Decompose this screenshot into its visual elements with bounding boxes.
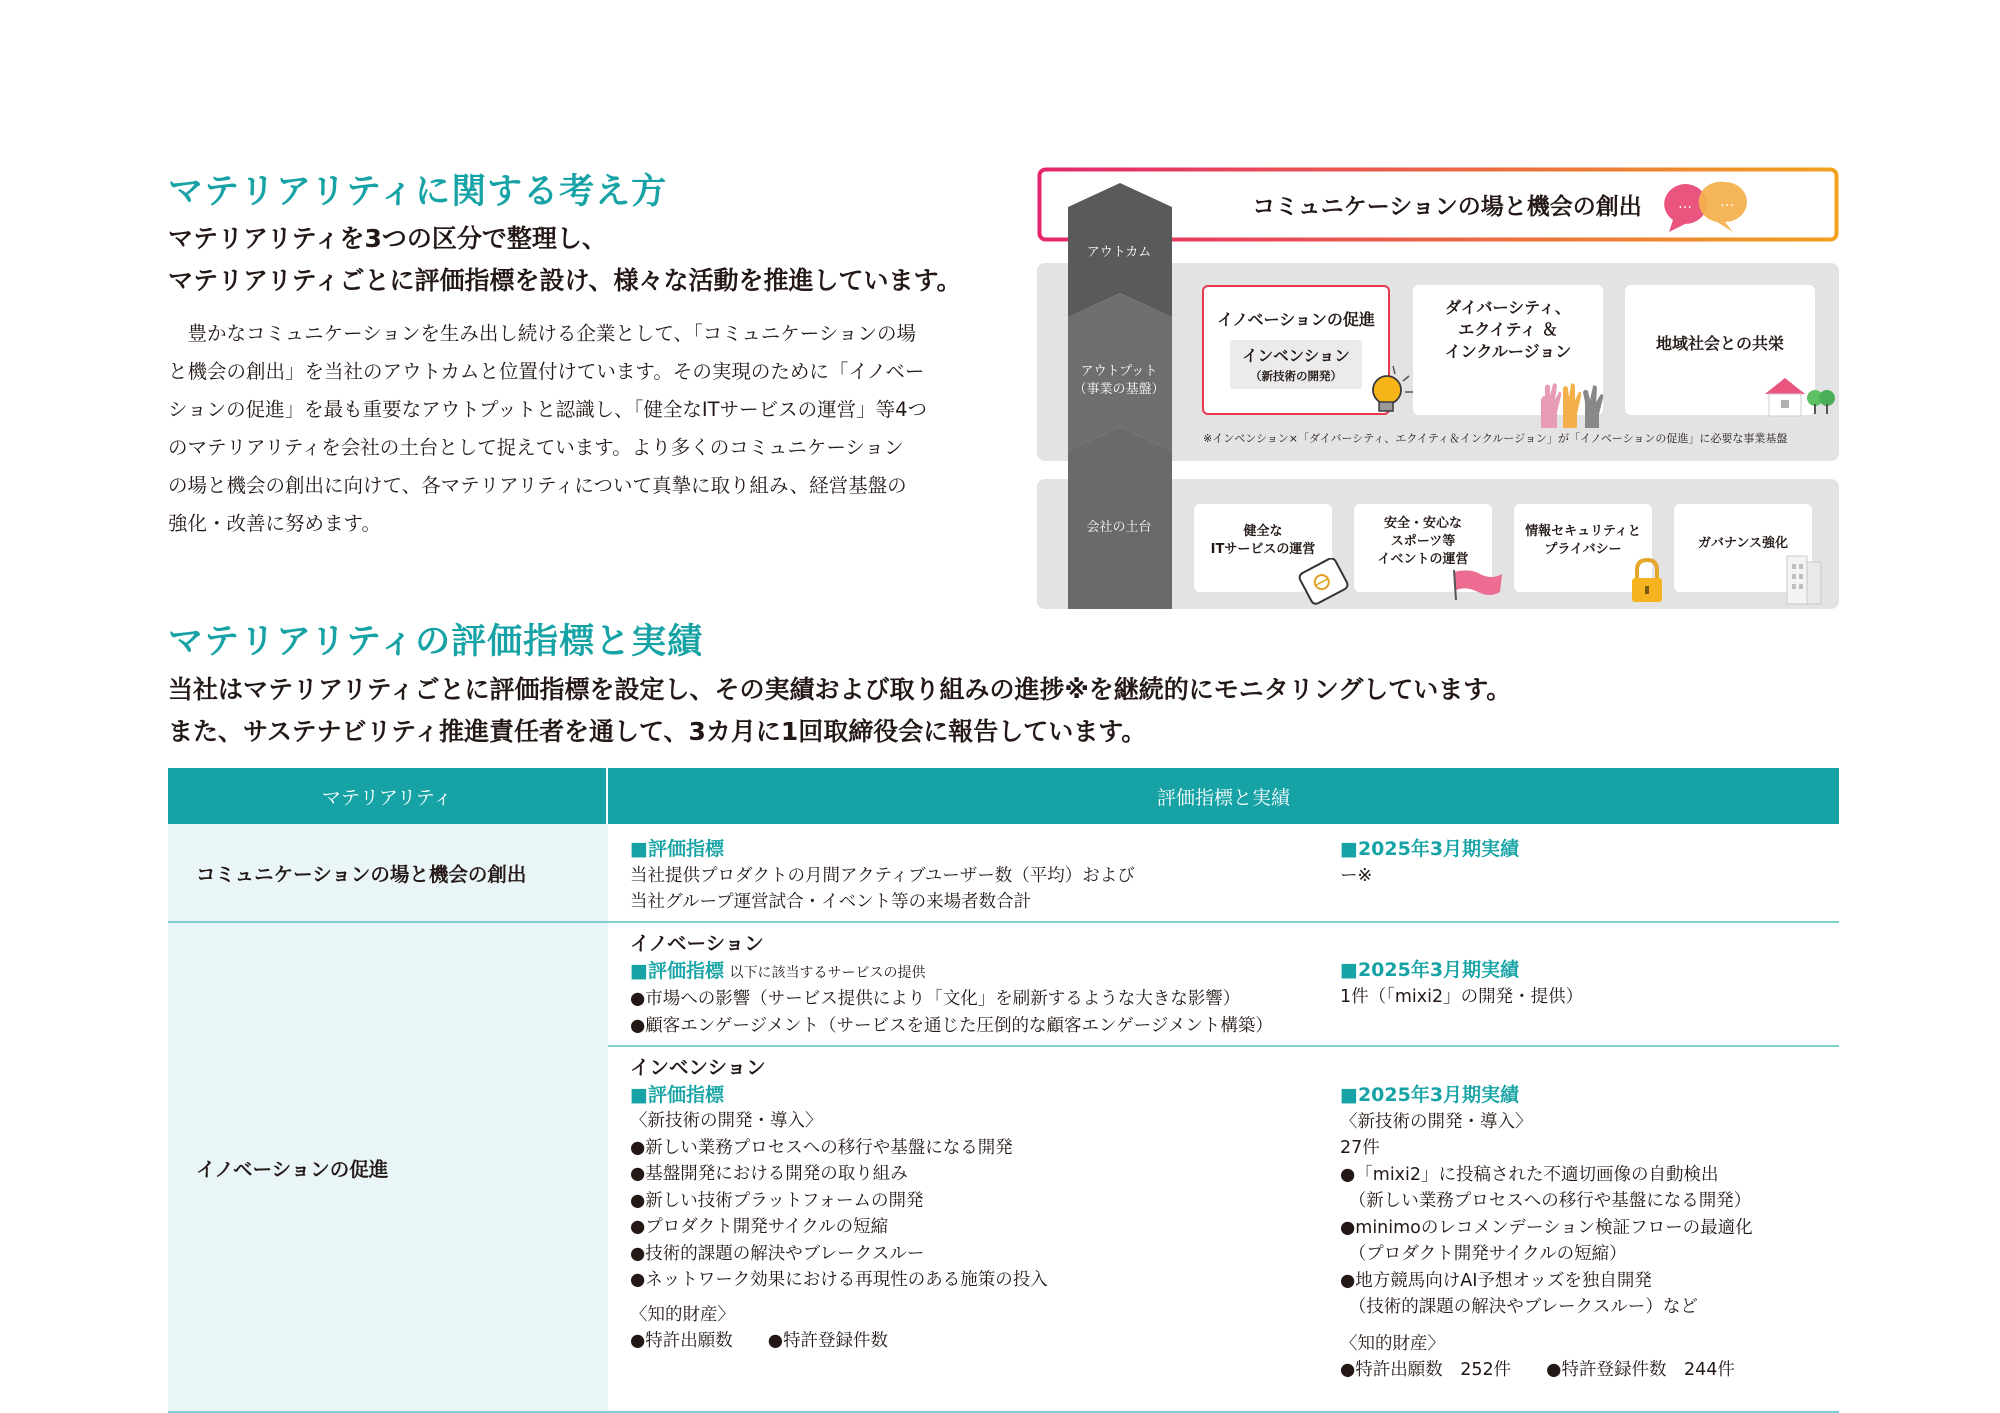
outcome-label: アウトカム — [1086, 245, 1152, 260]
dei-line-1: ダイバーシティ、 — [1445, 298, 1571, 317]
evaluation-subheading-1: 当社はマテリアリティごとに評価指標を設定し、その実績および取り組みの進捗※を継続的にモニタリングしています。 — [168, 675, 1512, 704]
foundation-it-line-1: 健全な — [1243, 524, 1283, 539]
row1-indicator-label: ■評価指標 — [630, 838, 724, 860]
svg-text:…: … — [1720, 194, 1734, 210]
invention-result-ip-items: ●特許出願数 252件 ●特許登録件数 244件 — [1340, 1360, 1735, 1380]
intro-subheading-2: マテリアリティごとに評価指標を設け、様々な活動を推進しています。 — [168, 266, 962, 295]
invention-indicator-line: ●技術的課題の解決やブレークスルー — [630, 1243, 925, 1264]
innovation-indicator-note: 以下に該当するサービスの提供 — [729, 964, 926, 981]
output-label: アウトプット — [1080, 364, 1158, 379]
output-label-sub: （事業の基盤） — [1073, 382, 1165, 397]
invention-box — [1230, 340, 1362, 389]
intro-body-line: のマテリアリティを会社の土台として捉えています。より多くのコミュニケーション — [168, 436, 904, 459]
subrow-divider — [608, 1045, 1839, 1047]
section-heading-evaluation: マテリアリティの評価指標と実績 — [168, 622, 704, 662]
speech-bubbles-icon — [1659, 178, 1759, 236]
invention-indicator — [630, 1055, 1048, 1355]
innovation-result-value: 1件（「mixi2」の開発・提供） — [1340, 986, 1584, 1007]
foundation-label: 会社の土台 — [1086, 520, 1152, 535]
table-header-indicators: 評価指標と実績 — [1156, 786, 1290, 809]
house-tree-icon — [1761, 370, 1837, 420]
invention-subtitle: （新技術の開発） — [1250, 369, 1342, 383]
row1-result-value: ー※ — [1340, 865, 1373, 886]
community-label: 地域社会との共栄 — [1655, 333, 1784, 353]
foundation-security-line-2: プライバシー — [1544, 542, 1622, 557]
row1-indicator-line: 当社提供プロダクトの月間アクティブユーザー数（平均）および — [630, 865, 1135, 886]
row1-materiality: コミュニケーションの場と機会の創出 — [168, 824, 608, 922]
intro-body — [168, 315, 968, 543]
intro-body-line: の場と機会の創出に向けて、各マテリアリティについて真摯に取り組み、経営基盤の — [168, 474, 907, 497]
intro-subheading-1: マテリアリティを3つの区分で整理し、 — [168, 224, 607, 253]
invention-result-line: 27件 — [1340, 1138, 1380, 1158]
table-header — [168, 768, 1839, 824]
invention-ip-items: ●特許出願数 ●特許登録件数 — [630, 1331, 889, 1351]
row1-indicator — [630, 836, 1135, 916]
output-footnote: ※インベンション×「ダイバーシティ、エクイティ＆インクルージョン」が「イノベーションの促進」に必要な事業基盤 — [1203, 432, 1788, 445]
innovation-indicator-line: ●市場への影響（サービス提供により「文化」を刷新するような大きな影響） — [630, 989, 1241, 1009]
intro-body-line: 豊かなコミュニケーションを生み出し続ける企業として、「コミュニケーションの場 — [168, 322, 917, 345]
innovation-indicator — [630, 931, 1273, 1039]
foundation-event-line-1: 安全・安心な — [1383, 516, 1462, 531]
building-icon — [1785, 552, 1829, 606]
dei-line-3: インクルージョン — [1444, 342, 1572, 361]
materiality-diagram — [1037, 164, 1839, 612]
intro-body-line: ションの促進」を最も重要なアウトプットと認識し、「健全なITサービスの運営」等4つ — [168, 398, 927, 421]
invention-result-line: 〈新技術の開発・導入〉 — [1340, 1111, 1533, 1132]
invention-ip-label: 〈知的財産〉 — [630, 1304, 735, 1325]
invention-result-label: ■2025年3月期実績 — [1340, 1084, 1520, 1106]
evaluation-subheading-2: また、サステナビリティ推進責任者を通して、3カ月に1回取締役会に報告しています。 — [168, 717, 1147, 746]
materiality-table — [168, 768, 1839, 1413]
invention-result — [1340, 1082, 1753, 1384]
intro-body-line: 強化・改善に努めます。 — [168, 512, 381, 535]
invention-result-line: ●「mixi2」に投稿された不適切画像の自動検出 — [1340, 1164, 1719, 1185]
invention-title: インベンション — [630, 1056, 766, 1079]
invention-result-line: （プロダクト開発サイクルの短縮） — [1340, 1244, 1627, 1264]
intro-body-line: と機会の創出」を当社のアウトカムと位置付けています。その実現のために「イノベー — [168, 360, 925, 383]
padlock-icon — [1627, 556, 1667, 606]
table-header-materiality: マテリアリティ — [168, 768, 608, 824]
invention-result-line: （新しい業務プロセスへの移行や基盤になる開発） — [1340, 1191, 1752, 1211]
innovation-title: イノベーションの促進 — [1217, 310, 1375, 329]
innovation-indicator-label: ■評価指標 — [630, 959, 724, 982]
invention-result-ip-label: 〈知的財産〉 — [1340, 1333, 1445, 1354]
innovation-title: イノベーション — [630, 932, 764, 955]
innovation-result-label: ■2025年3月期実績 — [1340, 959, 1520, 981]
dei-line-2: エクイティ ＆ — [1458, 320, 1558, 339]
section-heading-materiality-approach: マテリアリティに関する考え方 — [168, 172, 668, 212]
row2-materiality: イノベーションの促進 — [168, 923, 608, 1413]
row1-indicator-line: 当社グループ運営試合・イベント等の来場者数合計 — [630, 892, 1032, 912]
lightbulb-icon — [1357, 362, 1417, 418]
invention-indicator-line: ●基盤開発における開発の取り組み — [630, 1164, 908, 1184]
innovation-indicator-line: ●顧客エンゲージメント（サービスを通じた圧倒的な顧客エンゲージメント構築） — [630, 1015, 1273, 1036]
invention-result-line: ●地方競馬向けAI予想オッズを独自開発 — [1340, 1270, 1652, 1291]
foundation-event-line-2: スポーツ等 — [1390, 534, 1456, 549]
foundation-security-line-1: 情報セキュリティと — [1525, 524, 1641, 539]
invention-indicator-line: ●ネットワーク効果における再現性のある施策の投入 — [630, 1270, 1048, 1290]
foundation-governance-label: ガバナンス強化 — [1698, 535, 1788, 551]
smartphone-icon — [1294, 558, 1354, 606]
invention-indicator-line: ●新しい技術プラットフォームの開発 — [630, 1190, 924, 1211]
svg-text:…: … — [1678, 196, 1692, 212]
invention-indicator-line: ●新しい業務プロセスへの移行や基盤になる開発 — [630, 1137, 1013, 1158]
invention-title: インベンション — [1242, 347, 1350, 365]
foundation-it-line-2: ITサービスの運営 — [1210, 542, 1316, 557]
invention-result-line: （技術的課題の解決やブレークスルー）など — [1340, 1297, 1698, 1317]
invention-result-line: ●minimoのレコメンデーション検証フローの最適化 — [1340, 1217, 1753, 1238]
invention-indicator-line: 〈新技術の開発・導入〉 — [630, 1111, 823, 1131]
flag-icon — [1450, 566, 1506, 602]
row1-result-label: ■2025年3月期実績 — [1340, 838, 1520, 860]
foundation-event-line-3: イベントの運営 — [1377, 552, 1469, 567]
invention-indicator-line: ●プロダクト開発サイクルの短縮 — [630, 1217, 889, 1237]
row1-result — [1340, 836, 1519, 889]
raised-hands-icon — [1533, 378, 1613, 428]
invention-indicator-label: ■評価指標 — [630, 1083, 724, 1106]
innovation-result — [1340, 957, 1583, 1010]
outcome-title: コミュニケーションの場と機会の創出 — [1252, 194, 1642, 220]
